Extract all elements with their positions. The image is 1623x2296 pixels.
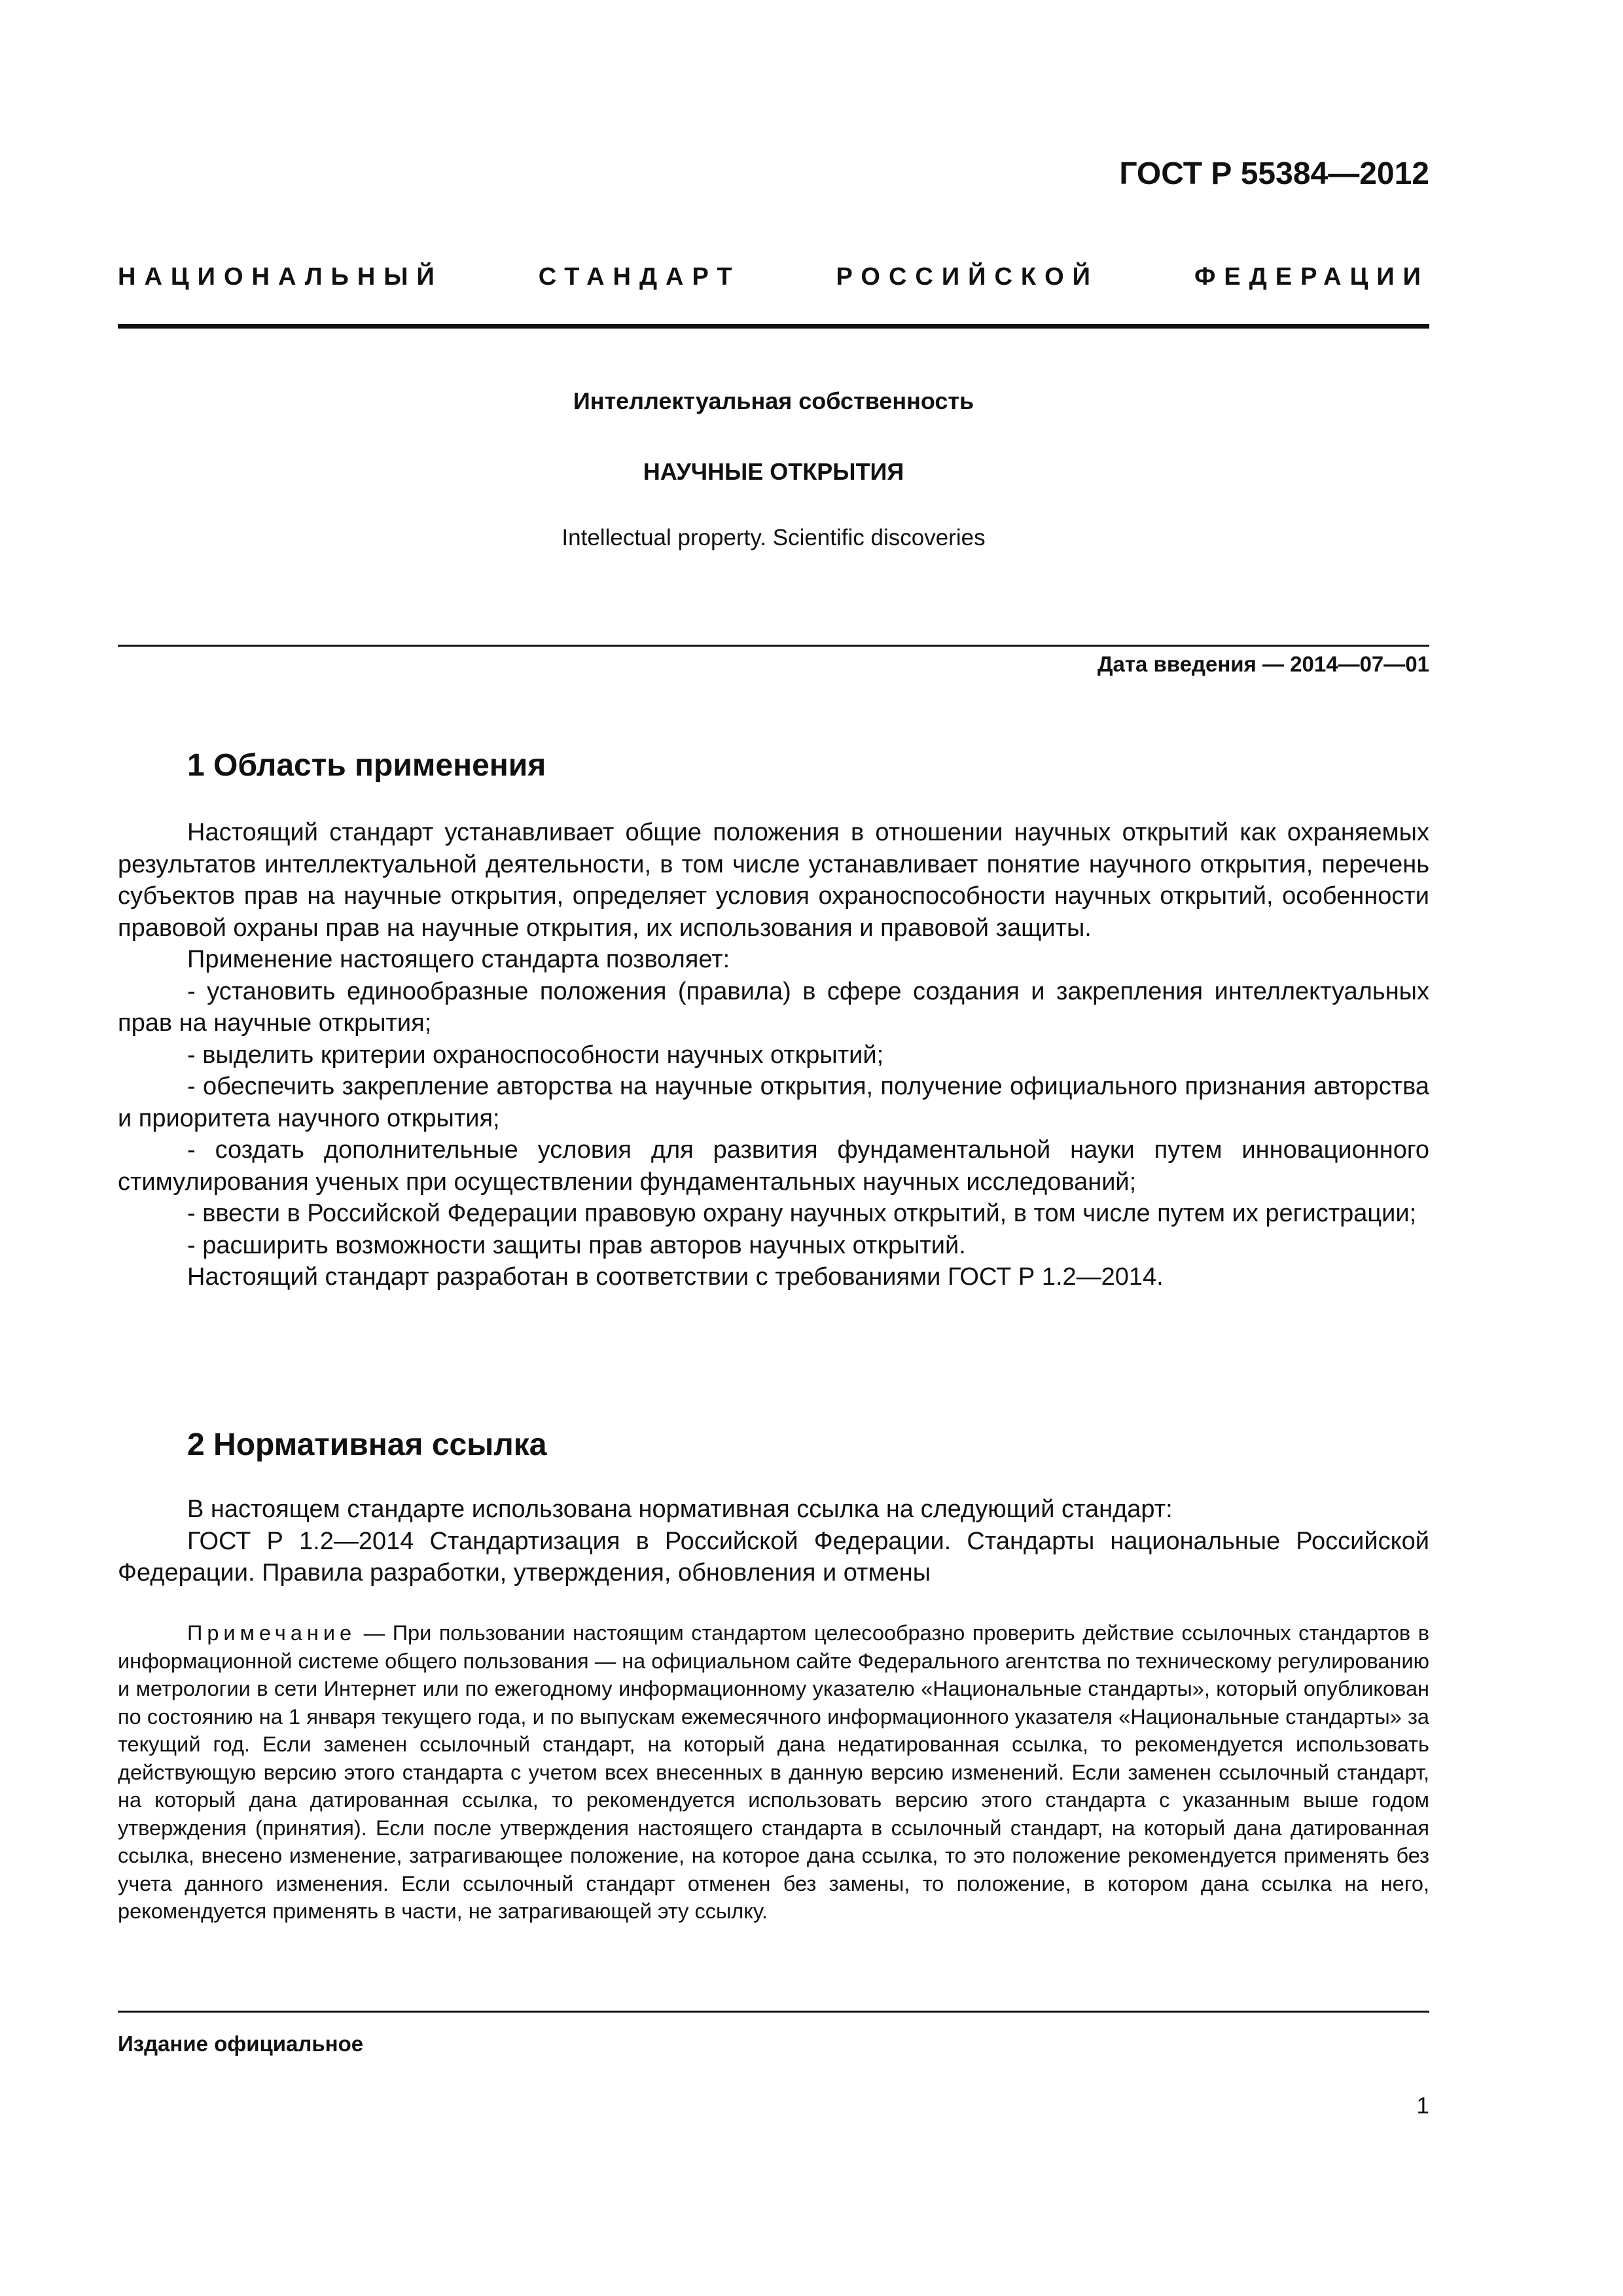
note-block [118,1619,1429,1926]
note-text: — При пользовании настоящим стандартом целесообразно проверить действие ссылочных стандартов в информационной системе общего пользования — на официальном сайте Федерального агентства по техническому регулированию и метрологии в сети Интернет или по ежегодному информационному указателю «Национальные стандарты», который опубликован по состоянию на 1 января текущего года, и по выпускам ежемесячного информационного указателя «Национальные стандарты» за текущий год. Если заменен ссылочный стандарт, на который дана недатированная ссылка, то рекомендуется использовать действующую версию этого стандарта с учетом всех внесенных в данную версию изменений. Если заменен ссылочный стандарт, на который дана датированная ссылка, то рекомендуется использовать версию этого стандарта с указанным выше годом утверждения (принятия). Если после утверждения настоящего стандарта в ссылочный стандарт, на который дана датированная ссылка, внесено изменение, затрагивающее положение, на которое дана ссылка, то это положение рекомендуется применять без учета данного изменения. Если ссылочный стандарт отменен без замены, то положение, в котором дана ссылка на него, рекомендуется применять в части, не затрагивающей эту ссылку. [118,1621,1429,1923]
paragraph: Настоящий стандарт устанавливает общие положения в отношении научных открытий как охраняемых результатов интеллектуальной деятельности, в том числе устанавливает понятие научного открытия, перечень субъектов прав на научные открытия, определяет условия охраноспособности научных открытий, особенности правовой охраны прав на научные открытия, их использования и правовой защиты. [118,819,1429,942]
list-item: - обеспечить закрепление авторства на научные открытия, получение официального признания авторства и приоритета научного открытия; [118,1073,1429,1132]
reference-entry: ГОСТ Р 1.2—2014 Стандартизация в Российской Федерации. Стандарты национальные Российской Федерации. Правила разработки, утверждения, обновления и отмены [118,1527,1429,1587]
note-paragraph [118,1619,1429,1926]
title-divider [118,645,1429,647]
national-word-1: НАЦИОНАЛЬНЫЙ [118,263,443,291]
list-item: - создать дополнительные условия для развития фундаментальной науки путем инновационного стимулирования ученых при осуществлении фундаментальных научных исследований; [118,1136,1429,1196]
section-2-heading: 2 Нормативная ссылка [187,1427,547,1462]
section-1-heading: 1 Область применения [187,748,546,783]
list-item: - установить единообразные положения (правила) в сфере создания и закрепления интеллектуальных прав на научные открытия; [118,977,1429,1037]
edition-label: Издание официальное [118,2032,364,2056]
national-word-3: РОССИЙСКОЙ [836,263,1099,291]
section-1-body [118,817,1429,1293]
introduction-date: Дата введения — 2014—07—01 [1097,652,1429,676]
note-label: Примечание [187,1621,357,1645]
page-number: 1 [1416,2093,1429,2119]
footer-divider [118,2011,1429,2013]
list-item: - ввести в Российской Федерации правовую охрану научных открытий, в том числе путем их регистрации; [187,1200,1417,1227]
list-item: - расширить возможности защиты прав авторов научных открытий. [187,1231,966,1259]
document-number: ГОСТ Р 55384—2012 [1119,156,1429,191]
document-title: НАУЧНЫЕ ОТКРЫТИЯ [643,458,904,485]
paragraph: В настоящем стандарте использована нормативная ссылка на следующий стандарт: [187,1496,1173,1523]
section-2-body [118,1494,1429,1589]
paragraph: Настоящий стандарт разработан в соответствии с требованиями ГОСТ Р 1.2—2014. [187,1263,1164,1291]
national-word-2: СТАНДАРТ [538,263,741,291]
english-title: Intellectual property. Scientific discoveries [562,525,986,550]
national-standard-heading [118,263,1429,291]
national-word-4: ФЕДЕРАЦИИ [1194,263,1429,291]
header-divider [118,324,1429,329]
subject-line: Интеллектуальная собственность [573,387,974,414]
list-item: - выделить критерии охраноспособности научных открытий; [187,1041,884,1069]
paragraph: Применение настоящего стандарта позволяет: [187,946,730,973]
